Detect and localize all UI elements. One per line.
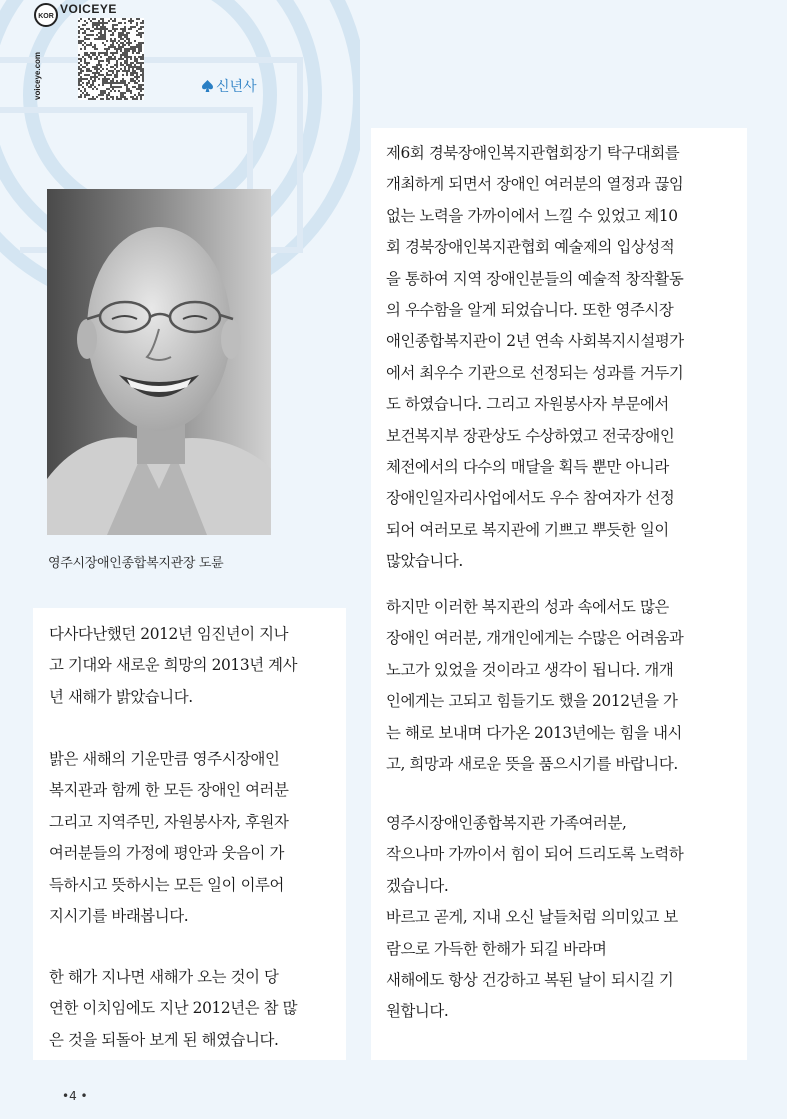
left-text-panel <box>33 608 346 1060</box>
section-label <box>202 76 257 96</box>
spade-icon <box>202 80 213 92</box>
right-text-panel <box>371 128 747 1060</box>
page-number: •4 • <box>62 1089 88 1103</box>
section-label-text: 신년사 <box>216 79 257 95</box>
portrait-photo <box>47 189 271 535</box>
photo-caption: 영주시장애인종합복지관장 도륜 <box>48 556 224 571</box>
qr-url: voiceye.com <box>33 51 42 100</box>
qr-code-icon <box>78 18 144 100</box>
right-paragraph-3: 영주시장애인종합복지관 가족여러분, 작으나마 가까이서 힘이 되어 드리도록 노력하 겠습니다. 바르고 곧게, 지내 오신 날들처럼 의미있고 보 람으로 가득한 한해가 되길 바라며 새해에도 항상 건강하고 복된 날이 되시길 기 원합니다. <box>386 814 684 1021</box>
portrait-image <box>47 189 271 535</box>
right-paragraph-2: 하지만 이러한 복지관의 성과 속에서도 많은 장애인 여러분, 개개인에게는 수많은 어려움과 노고가 있었을 것이라고 생각이 됩니다. 개개 인에게는 고되고 힘들기도 했을 2012년을 가 는 해로 보내며 다가온 2013년에는 힘을 내시 고, 희망과 새로운 뜻을 품으시기를 바랍니다. <box>386 598 684 774</box>
qr-brand: VOICEYE <box>60 2 117 16</box>
kor-badge-icon <box>33 2 59 28</box>
svg-text:KOR: KOR <box>38 13 54 20</box>
left-paragraph-3: 한 해가 지나면 새해가 오는 것이 당 연한 이치임에도 지난 2012년은 참 많 은 것을 되돌아 보게 된 해였습니다. <box>49 968 298 1049</box>
left-paragraph-1: 다사다난했던 2012년 임진년이 지나 고 기대와 새로운 희망의 2013년 계사 년 새해가 밝았습니다. <box>49 625 298 706</box>
right-paragraph-1: 제6회 경북장애인복지관협회장기 탁구대회를 개최하게 되면서 장애인 여러분의 열정과 끊임 없는 노력을 가까이에서 느낄 수 있었고 제10 회 경북장애인복지관협회 예술제의 입상성적 을 통하여 지역 장애인분들의 예술적 창작활동 의 우수함을 알게 되었습니다. 또한 영주시장 애인종합복지관이 2년 연속 사회복지시설평가 에서 최우수 기관으로 선정되는 성과를 거두기 도 하였습니다. 그리고 자원봉사자 부문에서 보건복지부 장관상도 수상하였고 전국장애인 체전에서의 다수의 매달을 획득 뿐만 아니라 장애인일자리사업에서도 우수 참여자가 선정 되어 여러모로 복지관에 기쁘고 뿌듯한 일이 많았습니다. <box>386 144 684 571</box>
left-paragraph-2: 밝은 새해의 기운만큼 영주시장애인 복지관과 함께 한 모든 장애인 여러분 그리고 지역주민, 자원봉사자, 후원자 여러분들의 가정에 평안과 웃음이 가 득하시고 뜻하시는 모든 일이 이루어 지시기를 바래봅니다. <box>49 750 289 926</box>
